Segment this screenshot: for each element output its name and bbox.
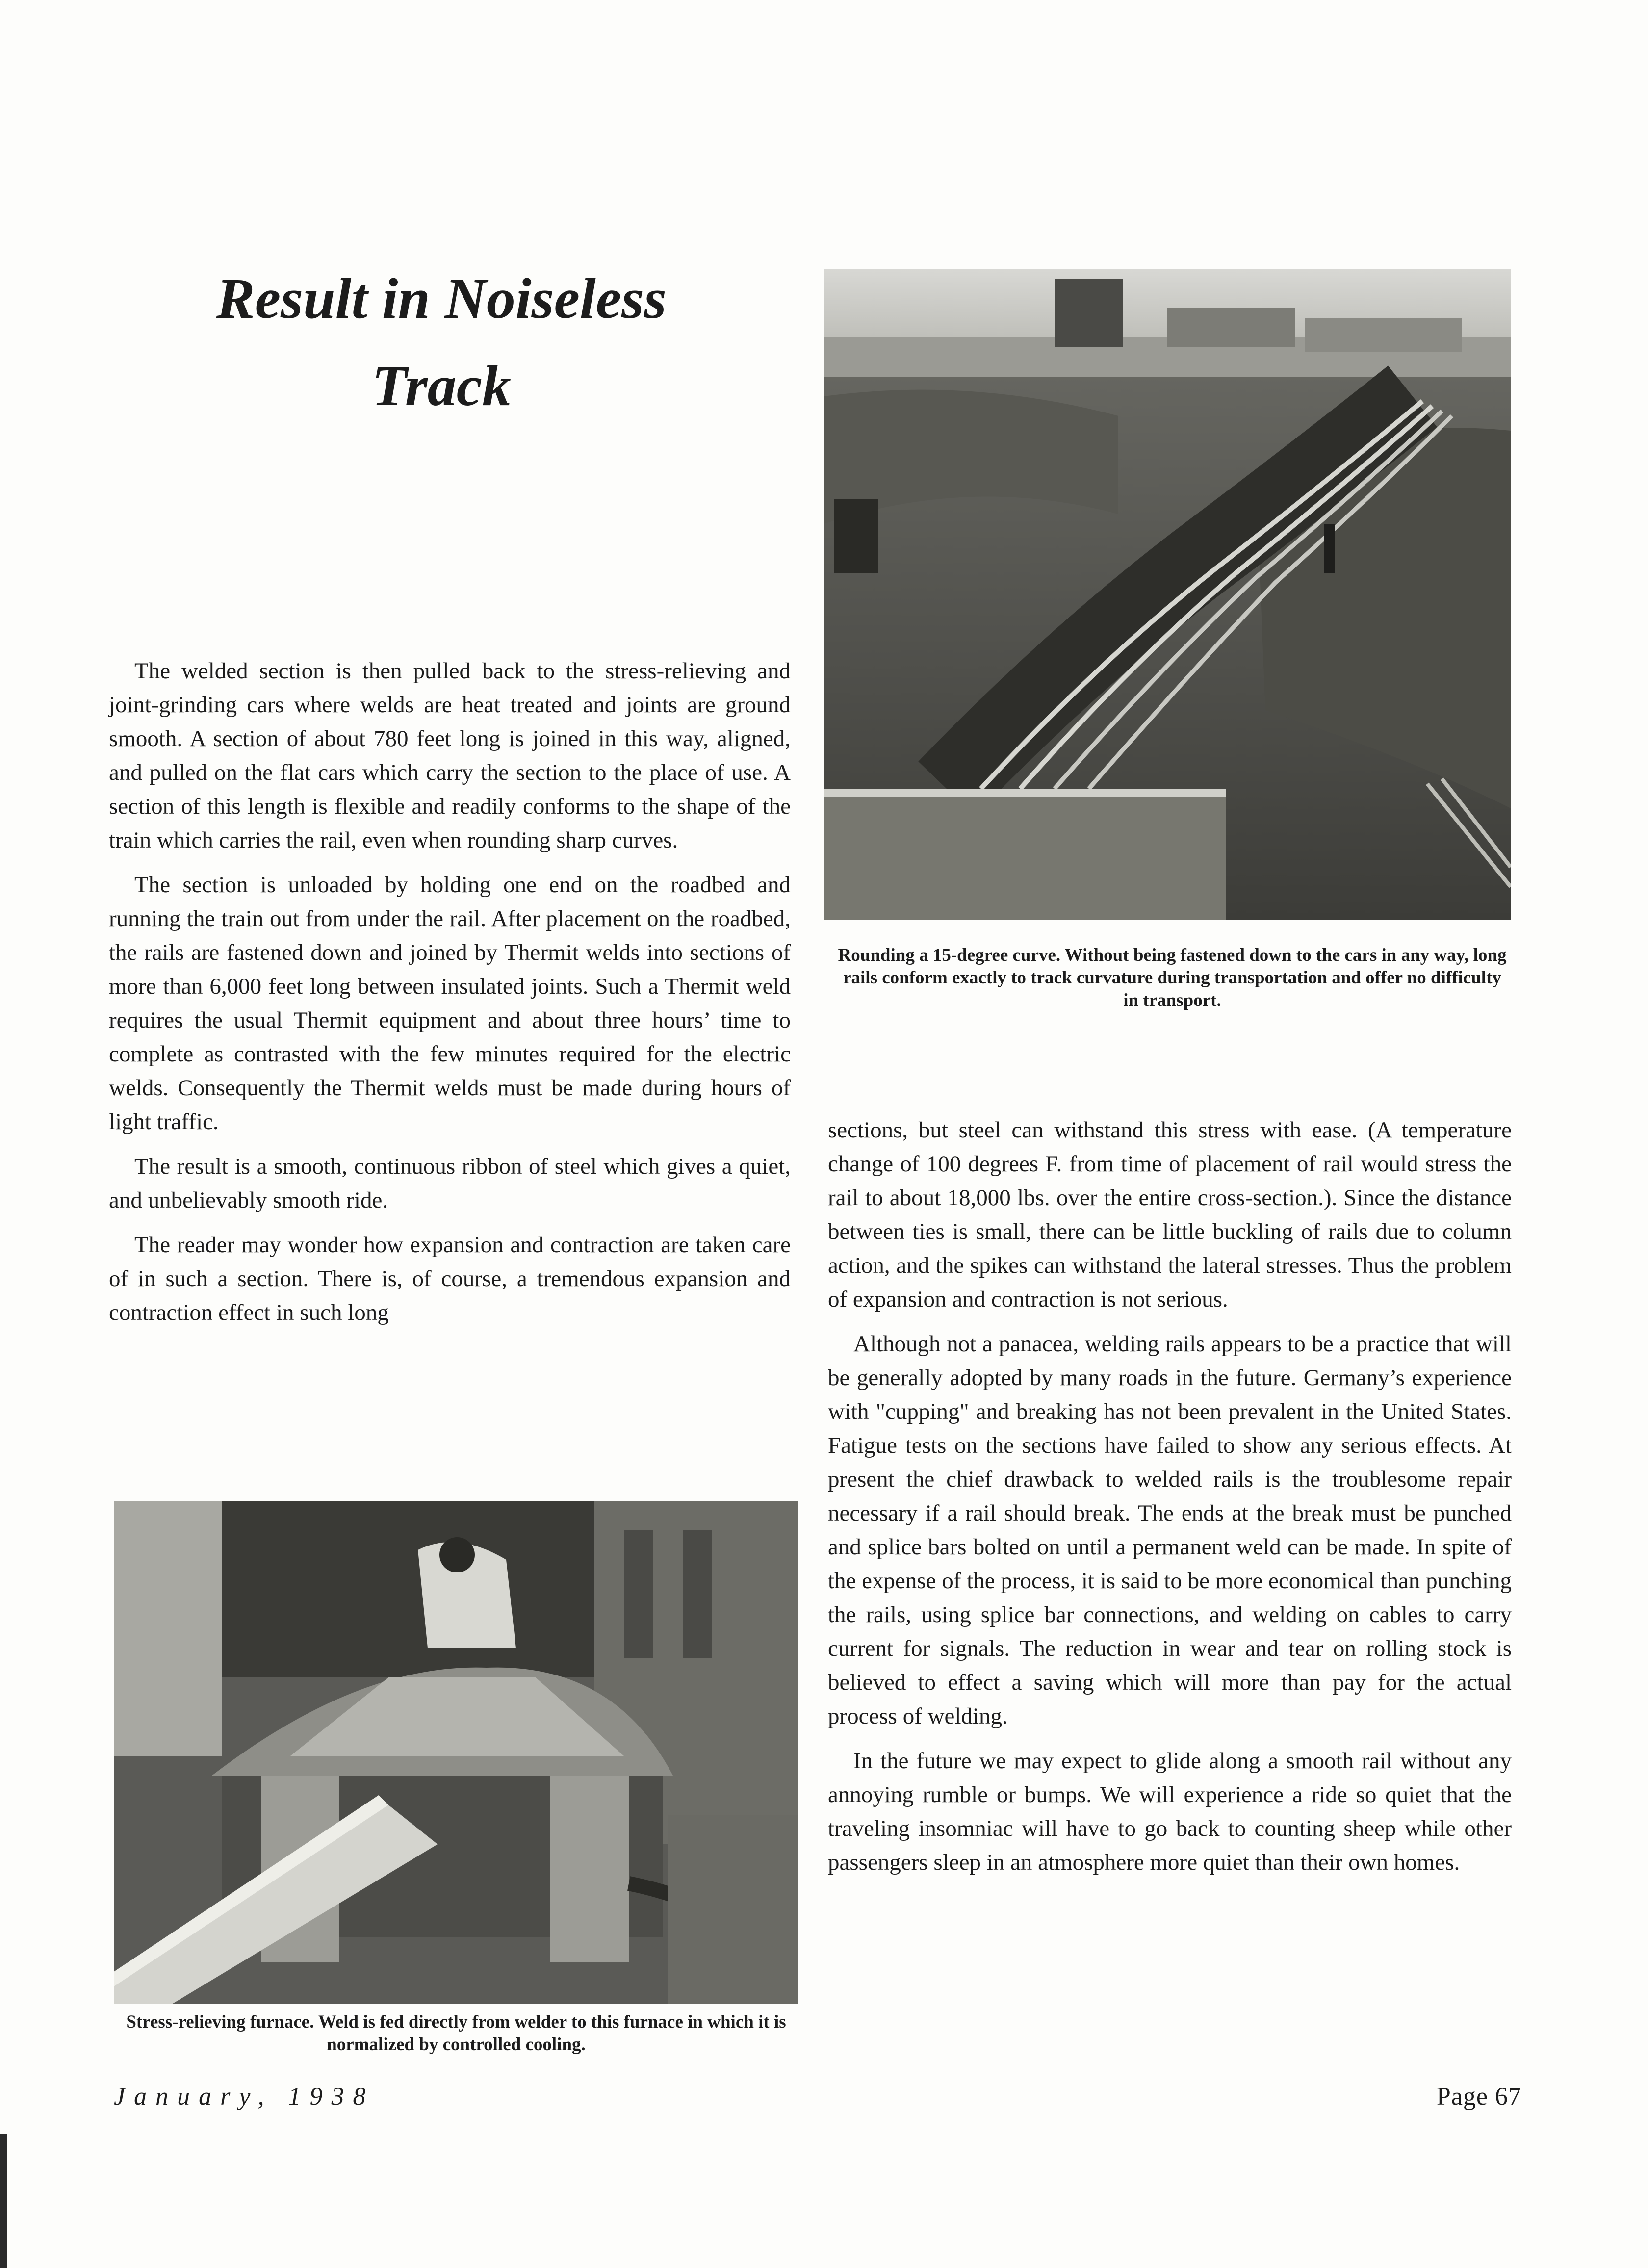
- issue-date: January, 1938: [114, 2083, 375, 2111]
- right-text-column: [828, 1113, 1512, 1890]
- curve-photo-caption: Rounding a 15-degree curve. Without being fastened down to the cars in any way, long rails conform exactly to track curvature during transportation and offer no difficulty in transport.: [838, 945, 1507, 1010]
- title-line-2: Track: [372, 354, 511, 418]
- stress-relieving-furnace-photo: [114, 1501, 798, 2004]
- page-number: Page 67: [1436, 2083, 1521, 2111]
- left-text-column: [109, 654, 791, 1340]
- body-paragraph: The section is unloaded by holding one end on the roadbed and running the train out from under the rail. After placement on the roadbed, the rails are fastened down and joined by Thermit welds into sections of more than 6,000 feet long between insulated joints. Such a Thermit weld requires the usual Thermit equipment and about three hours’ time to complete as contrasted with the few minutes required for the electric welds. Consequently the Thermit welds must be made during hours of light traffic.: [109, 872, 791, 1134]
- article-title: [113, 255, 770, 430]
- curved-rail-photo: [824, 269, 1511, 920]
- body-paragraph: Although not a panacea, welding rails appears to be a practice that will be generally adopted by many roads in the future. Germany’s experience with "cupping" and breaking has not been prevalent in the United States. Fatigue tests on the sections have failed to show any serious effects. At present the chief drawback to welded rails is the troublesome repair necessary if a rail should break. The ends at the break must be punched and splice bars bolted on until a permanent weld can be made. In spite of the expense of the process, it is said to be more economical than punching the rails, using splice bar connections, and welding on cables to carry current for signals. The reduction in wear and tear on rolling stock is believed to effect a saving which will more than pay for the actual process of welding.: [828, 1331, 1512, 1729]
- page-edge-shadow: [0, 2134, 7, 2268]
- body-paragraph: The welded section is then pulled back to the stress-relieving and joint-grinding cars where welds are heat treated and joints are ground smooth. A section of about 780 feet long is joined in this way, aligned, and pulled on the flat cars which carry the section to the place of use. A section of this length is flexible and readily conforms to the shape of the train which carries the rail, even when rounding sharp curves.: [109, 658, 791, 853]
- body-paragraph: The result is a smooth, continuous ribbon of steel which gives a quiet, and unbelievably smooth ride.: [109, 1154, 791, 1213]
- body-paragraph: The reader may wonder how expansion and contraction are taken care of in such a section. There is, of course, a tremendous expansion and contraction effect in such long: [109, 1232, 791, 1325]
- body-paragraph: sections, but steel can withstand this stress with ease. (A temperature change of 100 degrees F. from time of placement of rail would stress the rail to about 18,000 lbs. over the entire cross-section.). Since the distance between ties is small, there can be little buckling of rails due to column action, and the spikes can withstand the lateral stresses. Thus the problem of expansion and contraction is not serious.: [828, 1117, 1512, 1312]
- title-line-1: Result in Noiseless: [216, 266, 667, 331]
- body-paragraph: In the future we may expect to glide along a smooth rail without any annoying rumble or bumps. We will experience a ride so quiet that the traveling insomniac will have to go back to counting sheep while other passengers sleep in an atmosphere more quiet than their own homes.: [828, 1748, 1512, 1875]
- furnace-photo-caption: Stress-relieving furnace. Weld is fed directly from welder to this furnace in which it is normalized by controlled cooling.: [126, 2012, 786, 2055]
